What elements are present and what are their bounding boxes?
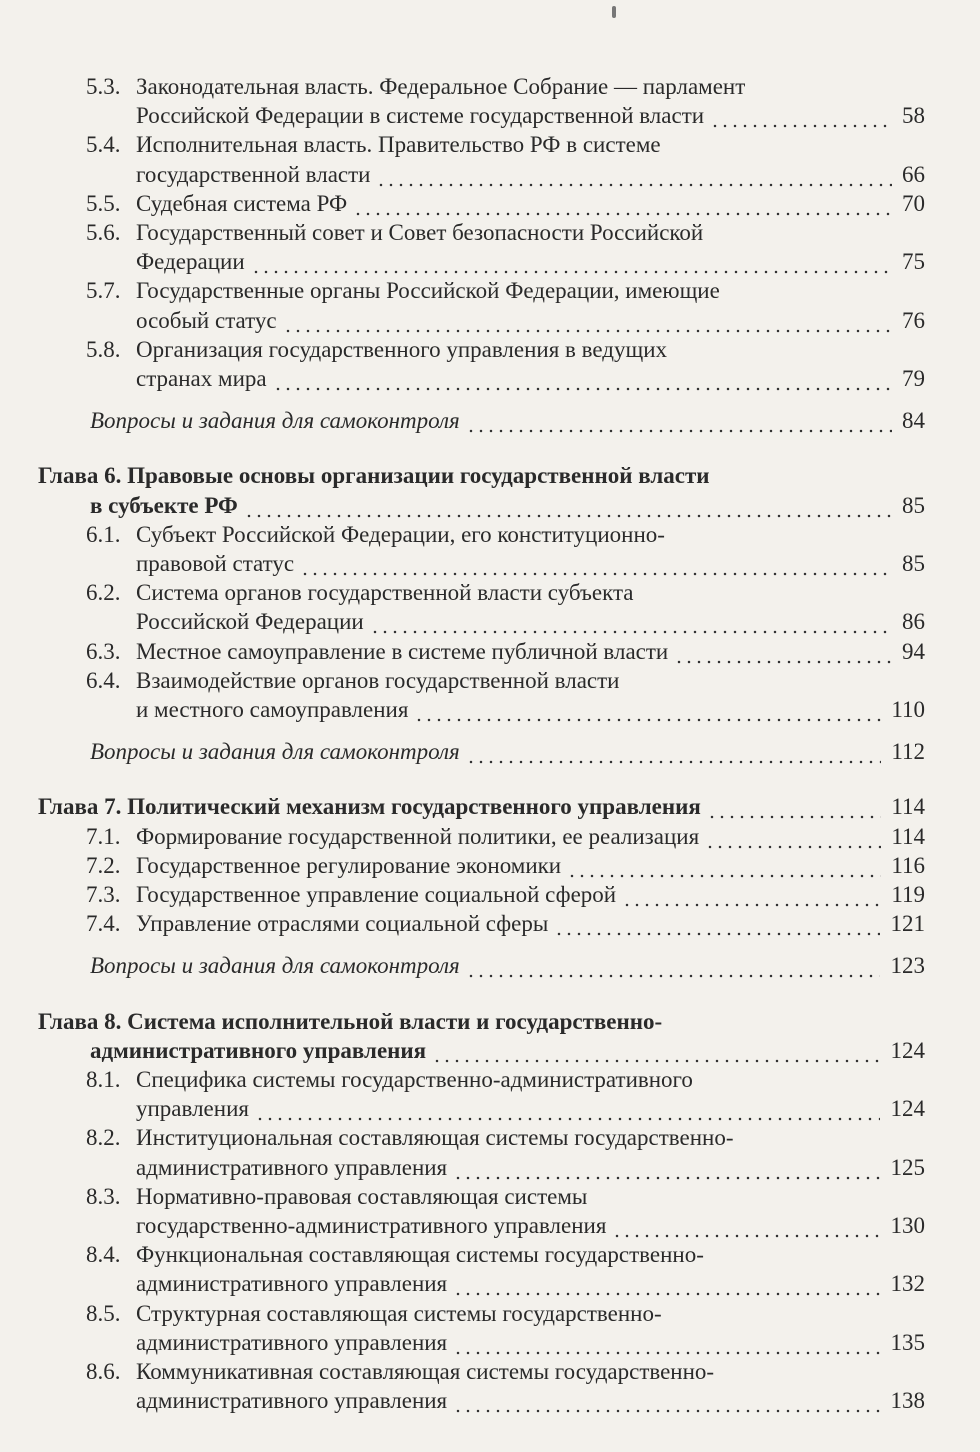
entry-title: Судебная система РФ: [136, 191, 348, 216]
dot-leader: [370, 607, 892, 636]
toc-chapter-line: [0, 1007, 980, 1036]
toc-section-line: [0, 306, 980, 335]
page-number: 84: [902, 408, 925, 433]
entry-title: Государственные органы Российской Федерации, имеющие: [136, 278, 720, 303]
section-number: 8.5.: [86, 1301, 121, 1326]
dot-leader: [414, 695, 881, 724]
toc-section-line: [0, 1153, 980, 1182]
print-mark: [612, 6, 616, 18]
entry-title: административного управления: [136, 1388, 448, 1413]
toc-section-line: [0, 1328, 980, 1357]
entry-title: административного управления: [136, 1155, 448, 1180]
toc-section-line: [0, 1065, 980, 1094]
dot-leader: [705, 822, 881, 851]
section-number: 5.4.: [86, 132, 121, 157]
toc-section-line: [0, 1240, 980, 1269]
entry-title: Глава 8. Система исполнительной власти и государственно-: [38, 1009, 663, 1034]
page-number: 70: [902, 191, 925, 216]
toc-section-line: [0, 276, 980, 305]
page-number: 75: [902, 249, 925, 274]
dot-leader: [251, 247, 892, 276]
page-number: 130: [890, 1213, 925, 1238]
section-number: 6.4.: [86, 668, 121, 693]
toc-section-line: [0, 101, 980, 130]
page-number: 123: [890, 953, 925, 978]
entry-title: особый статус: [136, 308, 277, 333]
dot-leader: [453, 1269, 880, 1298]
entry-title: Управление отраслями социальной сферы: [136, 911, 549, 936]
entry-title: правовой статус: [136, 551, 295, 576]
toc-section-line: [0, 695, 980, 724]
page-number: 119: [891, 882, 925, 907]
dot-leader: [453, 1153, 880, 1182]
toc-section-line: [0, 1299, 980, 1328]
toc-chapter-line: [0, 461, 980, 490]
toc-section-line: [0, 549, 980, 578]
entry-title: Специфика системы государственно-административного: [136, 1067, 693, 1092]
dot-leader: [612, 1211, 880, 1240]
toc-section-line: [0, 1211, 980, 1240]
dot-leader: [567, 851, 881, 880]
toc-section-line: [0, 1094, 980, 1123]
section-number: 6.3.: [86, 639, 121, 664]
page-number: 116: [891, 853, 925, 878]
page-number: 86: [902, 609, 925, 634]
toc-section-line: [0, 1269, 980, 1298]
entry-title: в субъекте РФ: [90, 493, 238, 518]
entry-title: государственно-административного управления: [136, 1213, 607, 1238]
entry-title: Функциональная составляющая системы государственно-: [136, 1242, 704, 1267]
section-number: 6.1.: [86, 522, 121, 547]
entry-title: Вопросы и задания для самоконтроля: [90, 953, 460, 978]
toc-section-line: [0, 578, 980, 607]
entry-title: и местного самоуправления: [136, 697, 409, 722]
toc-selfcheck-line: [0, 951, 980, 980]
entry-title: административного управления: [136, 1330, 448, 1355]
dot-leader: [710, 101, 892, 130]
entry-title: Институциональная составляющая системы государственно-: [136, 1125, 734, 1150]
page-number: 85: [902, 551, 925, 576]
page-number: 85: [902, 493, 925, 518]
toc-section-line: [0, 880, 980, 909]
toc-section-line: [0, 189, 980, 218]
section-number: 8.3.: [86, 1184, 121, 1209]
entry-title: Государственный совет и Совет безопасности Российской: [136, 220, 704, 245]
section-number: 8.4.: [86, 1242, 121, 1267]
entry-title: государственной власти: [136, 162, 371, 187]
section-number: 5.3.: [86, 74, 121, 99]
dot-leader: [466, 737, 881, 766]
dot-leader: [273, 364, 892, 393]
entry-title: Коммуникативная составляющая системы государственно-: [136, 1359, 715, 1384]
toc-chapter-line: [0, 491, 980, 520]
toc-section-line: [0, 160, 980, 189]
entry-title: Российской Федерации: [136, 609, 364, 634]
toc-section-line: [0, 666, 980, 695]
entry-title: управления: [136, 1096, 249, 1121]
dot-leader: [453, 1386, 880, 1415]
entry-title: Структурная составляющая системы государственно-: [136, 1301, 662, 1326]
dot-leader: [255, 1094, 880, 1123]
page-number: 76: [902, 308, 925, 333]
toc-section-line: [0, 1123, 980, 1152]
toc-section-line: [0, 218, 980, 247]
toc-section-line: [0, 1182, 980, 1211]
page-number: 79: [902, 366, 925, 391]
page-number: 124: [890, 1096, 925, 1121]
entry-title: административного управления: [90, 1038, 427, 1063]
dot-leader: [622, 880, 881, 909]
page-number: 114: [891, 824, 925, 849]
section-number: 5.5.: [86, 191, 121, 216]
toc-section-line: [0, 1357, 980, 1386]
page-number: 58: [902, 103, 925, 128]
dot-leader: [244, 491, 892, 520]
dot-leader: [466, 951, 880, 980]
section-number: 7.1.: [86, 824, 121, 849]
toc-section-line: [0, 364, 980, 393]
toc-section-line: [0, 520, 980, 549]
entry-title: Взаимодействие органов государственной власти: [136, 668, 620, 693]
toc-section-line: [0, 335, 980, 364]
entry-title: Нормативно-правовая составляющая системы: [136, 1184, 588, 1209]
entry-title: Государственное регулирование экономики: [136, 853, 562, 878]
entry-title: Местное самоуправление в системе публичной власти: [136, 639, 669, 664]
entry-title: Система органов государственной власти субъекта: [136, 580, 634, 605]
dot-leader: [432, 1036, 880, 1065]
dot-leader: [674, 637, 892, 666]
toc-section-line: [0, 247, 980, 276]
entry-title: Субъект Российской Федерации, его конституционно-: [136, 522, 665, 547]
dot-leader: [707, 792, 881, 821]
toc-chapter-line: [0, 792, 980, 821]
section-number: 5.7.: [86, 278, 121, 303]
toc-section-line: [0, 607, 980, 636]
dot-leader: [466, 406, 892, 435]
toc-section-line: [0, 851, 980, 880]
page-number: 66: [902, 162, 925, 187]
section-number: 5.6.: [86, 220, 121, 245]
toc-chapter-line: [0, 1036, 980, 1065]
section-number: 6.2.: [86, 580, 121, 605]
page-number: 94: [902, 639, 925, 664]
entry-title: Глава 6. Правовые основы организации государственной власти: [38, 463, 710, 488]
toc-section-line: [0, 1386, 980, 1415]
toc-section-line: [0, 909, 980, 938]
section-number: 7.3.: [86, 882, 121, 907]
entry-title: Вопросы и задания для самоконтроля: [90, 408, 460, 433]
dot-leader: [353, 189, 892, 218]
entry-title: административного управления: [136, 1271, 448, 1296]
toc-section-line: [0, 637, 980, 666]
page-number: 110: [891, 697, 925, 722]
toc-selfcheck-line: [0, 406, 980, 435]
entry-title: Вопросы и задания для самоконтроля: [90, 739, 460, 764]
dot-leader: [376, 160, 892, 189]
dot-leader: [300, 549, 892, 578]
toc-section-line: [0, 72, 980, 101]
section-number: 8.2.: [86, 1125, 121, 1150]
entry-title: Формирование государственной политики, ее реализация: [136, 824, 700, 849]
entry-title: Федерации: [136, 249, 245, 274]
entry-title: Государственное управление социальной сферой: [136, 882, 617, 907]
entry-title: странах мира: [136, 366, 267, 391]
entry-title: Глава 7. Политический механизм государственного управления: [38, 794, 701, 819]
page-number: 121: [890, 911, 925, 936]
section-number: 8.1.: [86, 1067, 121, 1092]
page-number: 135: [890, 1330, 925, 1355]
page-number: 125: [890, 1155, 925, 1180]
dot-leader: [283, 306, 892, 335]
dot-leader: [554, 909, 880, 938]
entry-title: Организация государственного управления в ведущих: [136, 337, 667, 362]
page-number: 112: [891, 739, 925, 764]
section-number: 8.6.: [86, 1359, 121, 1384]
section-number: 5.8.: [86, 337, 121, 362]
entry-title: Исполнительная власть. Правительство РФ в системе: [136, 132, 661, 157]
dot-leader: [453, 1328, 880, 1357]
section-number: 7.4.: [86, 911, 121, 936]
page-number: 138: [890, 1388, 925, 1413]
toc-section-line: [0, 822, 980, 851]
section-number: 7.2.: [86, 853, 121, 878]
page-number: 114: [891, 794, 925, 819]
toc-section-line: [0, 130, 980, 159]
toc-selfcheck-line: [0, 737, 980, 766]
entry-title: Законодательная власть. Федеральное Собрание — парламент: [136, 74, 746, 99]
page-number: 124: [890, 1038, 925, 1063]
entry-title: Российской Федерации в системе государственной власти: [136, 103, 705, 128]
page-number: 132: [890, 1271, 925, 1296]
